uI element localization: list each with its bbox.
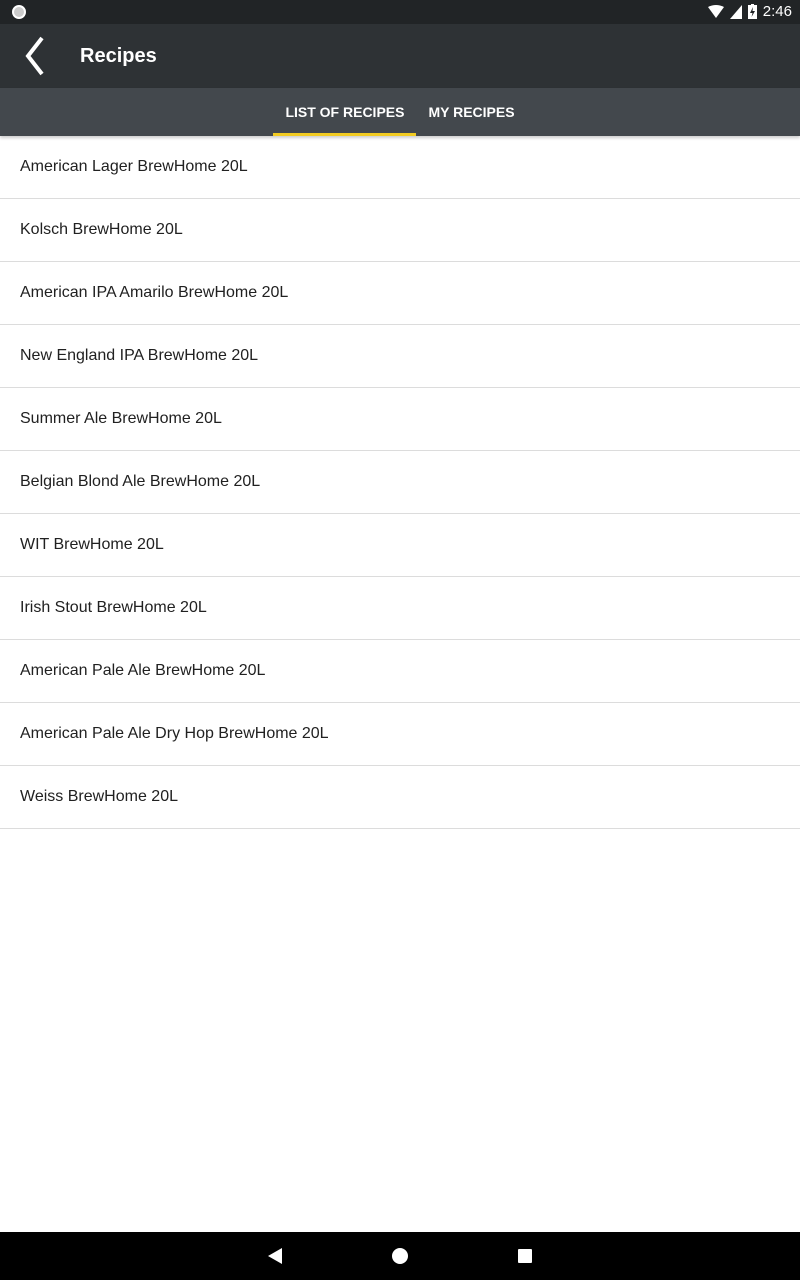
wifi-icon — [708, 5, 724, 19]
list-item[interactable]: Belgian Blond Ale BrewHome 20L — [0, 451, 800, 514]
home-nav-icon[interactable] — [391, 1247, 409, 1265]
list-item[interactable]: Kolsch BrewHome 20L — [0, 199, 800, 262]
list-item[interactable]: Summer Ale BrewHome 20L — [0, 388, 800, 451]
list-item[interactable]: American Pale Ale Dry Hop BrewHome 20L — [0, 703, 800, 766]
list-item[interactable]: WIT BrewHome 20L — [0, 514, 800, 577]
status-time: 2:46 — [762, 3, 792, 20]
back-arrow-icon — [18, 34, 58, 78]
list-item[interactable]: American IPA Amarilo BrewHome 20L — [0, 262, 800, 325]
list-item[interactable]: Irish Stout BrewHome 20L — [0, 577, 800, 640]
recents-nav-icon[interactable] — [517, 1248, 533, 1264]
list-item[interactable]: American Lager BrewHome 20L — [0, 136, 800, 199]
app-toolbar — [0, 24, 800, 88]
navigation-bar — [0, 1232, 800, 1280]
tab-list-of-recipes[interactable]: LIST OF RECIPES — [273, 88, 416, 136]
list-item[interactable]: American Pale Ale BrewHome 20L — [0, 640, 800, 703]
back-button[interactable] — [18, 34, 58, 78]
tab-bar — [0, 88, 800, 136]
signal-icon — [730, 5, 742, 19]
status-bar — [0, 0, 800, 24]
back-nav-icon[interactable] — [267, 1247, 283, 1265]
list-item[interactable]: Weiss BrewHome 20L — [0, 766, 800, 829]
tab-my-recipes[interactable]: MY RECIPES — [428, 104, 515, 120]
page-title: Recipes — [80, 45, 157, 67]
recipe-list — [0, 136, 800, 829]
list-item[interactable]: New England IPA BrewHome 20L — [0, 325, 800, 388]
battery-icon — [748, 4, 757, 19]
notification-icon — [12, 5, 26, 19]
